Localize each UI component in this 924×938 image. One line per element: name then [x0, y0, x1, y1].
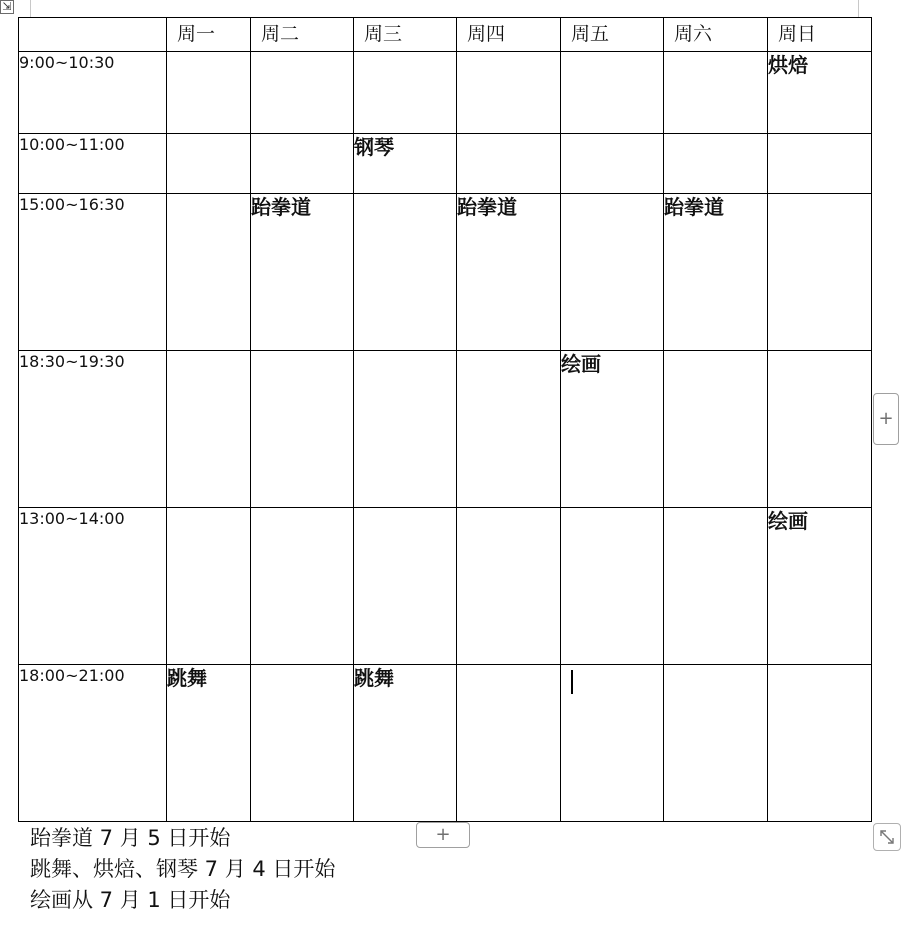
- schedule-cell[interactable]: 跳舞: [354, 665, 457, 822]
- schedule-cell[interactable]: [768, 351, 872, 508]
- schedule-cell[interactable]: 跳舞: [167, 665, 251, 822]
- header-cell-sunday[interactable]: 周日: [768, 18, 872, 52]
- note-line[interactable]: 跆拳道 7 月 5 日开始: [30, 826, 231, 850]
- schedule-cell[interactable]: [664, 351, 768, 508]
- schedule-cell[interactable]: [768, 194, 872, 351]
- add-column-button[interactable]: +: [873, 393, 899, 445]
- schedule-cell[interactable]: [561, 194, 664, 351]
- schedule-cell[interactable]: [768, 665, 872, 822]
- header-cell-tuesday[interactable]: 周二: [251, 18, 354, 52]
- schedule-cell[interactable]: [167, 508, 251, 665]
- resize-arrows-icon: [874, 824, 900, 850]
- schedule-cell[interactable]: [167, 134, 251, 194]
- schedule-cell[interactable]: 跆拳道: [457, 194, 561, 351]
- schedule-cell[interactable]: [251, 351, 354, 508]
- schedule-cell[interactable]: 烘焙: [768, 52, 872, 134]
- schedule-cell[interactable]: [664, 134, 768, 194]
- schedule-cell[interactable]: [664, 665, 768, 822]
- notes-block: [30, 823, 335, 916]
- time-cell[interactable]: 9:00~10:30: [19, 52, 167, 134]
- schedule-cell[interactable]: [768, 134, 872, 194]
- schedule-cell-active[interactable]: [561, 665, 664, 822]
- table-row: [19, 351, 872, 508]
- schedule-cell[interactable]: [167, 194, 251, 351]
- header-cell-friday[interactable]: 周五: [561, 18, 664, 52]
- schedule-cell[interactable]: [457, 134, 561, 194]
- schedule-cell[interactable]: [457, 52, 561, 134]
- text-cursor: [571, 670, 573, 694]
- schedule-cell[interactable]: 钢琴: [354, 134, 457, 194]
- time-cell[interactable]: 15:00~16:30: [19, 194, 167, 351]
- table-row: [19, 665, 872, 822]
- header-cell-thursday[interactable]: 周四: [457, 18, 561, 52]
- schedule-cell[interactable]: [354, 508, 457, 665]
- schedule-cell[interactable]: [167, 52, 251, 134]
- table-resize-handle[interactable]: [873, 823, 901, 851]
- time-cell[interactable]: 10:00~11:00: [19, 134, 167, 194]
- header-row: [19, 18, 872, 52]
- schedule-cell[interactable]: [457, 508, 561, 665]
- schedule-cell[interactable]: 跆拳道: [251, 194, 354, 351]
- schedule-cell[interactable]: 跆拳道: [664, 194, 768, 351]
- schedule-cell[interactable]: [457, 665, 561, 822]
- schedule-cell[interactable]: [457, 351, 561, 508]
- schedule-cell[interactable]: [561, 508, 664, 665]
- schedule-cell[interactable]: 绘画: [768, 508, 872, 665]
- schedule-cell[interactable]: 绘画: [561, 351, 664, 508]
- schedule-cell[interactable]: [664, 508, 768, 665]
- table-move-handle-icon[interactable]: ⇲: [0, 0, 14, 14]
- schedule-cell[interactable]: [251, 665, 354, 822]
- time-cell[interactable]: 18:30~19:30: [19, 351, 167, 508]
- header-cell-corner[interactable]: [19, 18, 167, 52]
- table-row: [19, 194, 872, 351]
- schedule-cell[interactable]: [561, 134, 664, 194]
- header-cell-wednesday[interactable]: 周三: [354, 18, 457, 52]
- schedule-table: [18, 17, 872, 822]
- header-cell-monday[interactable]: 周一: [167, 18, 251, 52]
- schedule-cell[interactable]: [251, 134, 354, 194]
- schedule-cell[interactable]: [354, 351, 457, 508]
- note-line[interactable]: 跳舞、烘焙、钢琴 7 月 4 日开始: [30, 857, 336, 881]
- table-row: [19, 134, 872, 194]
- header-cell-saturday[interactable]: 周六: [664, 18, 768, 52]
- table-row: [19, 508, 872, 665]
- time-cell[interactable]: 13:00~14:00: [19, 508, 167, 665]
- schedule-cell[interactable]: [664, 52, 768, 134]
- page-margin-right-guide: [858, 0, 859, 18]
- time-cell[interactable]: 18:00~21:00: [19, 665, 167, 822]
- schedule-cell[interactable]: [354, 194, 457, 351]
- schedule-cell[interactable]: [354, 52, 457, 134]
- schedule-cell[interactable]: [251, 508, 354, 665]
- table-row: [19, 52, 872, 134]
- schedule-cell[interactable]: [167, 351, 251, 508]
- schedule-cell[interactable]: [251, 52, 354, 134]
- add-row-button[interactable]: +: [416, 822, 470, 848]
- note-line[interactable]: 绘画从 7 月 1 日开始: [30, 888, 231, 912]
- page-margin-left-guide: [30, 0, 31, 18]
- schedule-cell[interactable]: [561, 52, 664, 134]
